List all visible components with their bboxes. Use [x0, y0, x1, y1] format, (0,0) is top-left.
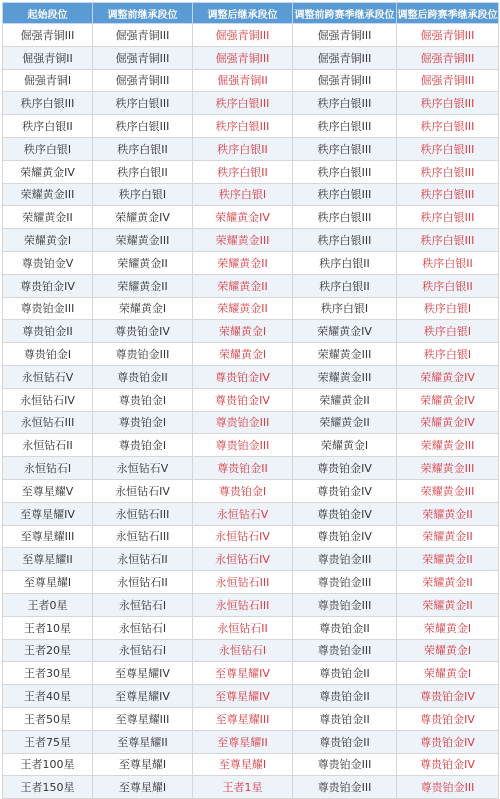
- before-inherit-cell: 永恒钻石III: [93, 525, 193, 548]
- table-row: [3, 548, 499, 571]
- start-rank-cell: 荣耀黄金II: [3, 206, 93, 229]
- table-row: [3, 137, 499, 160]
- after-inherit-cell: 永恒钻石V: [193, 502, 293, 525]
- before-cross-season-cell: 尊贵铂金II: [293, 707, 397, 730]
- start-rank-cell: 秩序白银III: [3, 92, 93, 115]
- after-inherit-cell: 至尊星耀II: [193, 730, 293, 753]
- after-inherit-cell: 至尊星耀IV: [193, 685, 293, 708]
- before-inherit-cell: 永恒钻石I: [93, 639, 193, 662]
- table-row: [3, 343, 499, 366]
- after-inherit-cell: 秩序白银III: [193, 92, 293, 115]
- after-inherit-cell: 秩序白银II: [193, 160, 293, 183]
- before-inherit-cell: 永恒钻石V: [93, 457, 193, 480]
- start-rank-cell: 至尊星耀II: [3, 548, 93, 571]
- before-cross-season-cell: 秩序白银III: [293, 92, 397, 115]
- after-cross-season-cell: 荣耀黄金III: [397, 457, 499, 480]
- table-row: [3, 92, 499, 115]
- start-rank-cell: 尊贵铂金III: [3, 297, 93, 320]
- table-row: [3, 24, 499, 47]
- start-rank-cell: 永恒钻石IV: [3, 388, 93, 411]
- start-rank-cell: 荣耀黄金I: [3, 229, 93, 252]
- after-cross-season-cell: 荣耀黄金II: [397, 525, 499, 548]
- table-body: [3, 24, 499, 799]
- table-row: [3, 160, 499, 183]
- before-cross-season-cell: 秩序白银II: [293, 274, 397, 297]
- start-rank-cell: 永恒钻石V: [3, 365, 93, 388]
- after-cross-season-cell: 荣耀黄金I: [397, 616, 499, 639]
- before-inherit-cell: 倔强青铜III: [93, 69, 193, 92]
- table-row: [3, 320, 499, 343]
- after-cross-season-cell: 秩序白银III: [397, 206, 499, 229]
- start-rank-cell: 荣耀黄金III: [3, 183, 93, 206]
- table-row: [3, 662, 499, 685]
- after-inherit-cell: 永恒钻石I: [193, 639, 293, 662]
- after-cross-season-cell: 秩序白银III: [397, 137, 499, 160]
- after-inherit-cell: 荣耀黄金III: [193, 229, 293, 252]
- before-cross-season-cell: 尊贵铂金III: [293, 571, 397, 594]
- before-cross-season-cell: 荣耀黄金IV: [293, 320, 397, 343]
- before-inherit-cell: 至尊星耀IV: [93, 662, 193, 685]
- table-row: [3, 639, 499, 662]
- before-cross-season-cell: 尊贵铂金III: [293, 593, 397, 616]
- before-inherit-cell: 秩序白银II: [93, 160, 193, 183]
- table-row: [3, 685, 499, 708]
- table-row: [3, 753, 499, 776]
- table-row: [3, 502, 499, 525]
- after-cross-season-cell: 荣耀黄金IV: [397, 411, 499, 434]
- after-cross-season-cell: 秩序白银III: [397, 229, 499, 252]
- start-rank-cell: 永恒钻石III: [3, 411, 93, 434]
- start-rank-cell: 王者30星: [3, 662, 93, 685]
- after-cross-season-cell: 秩序白银I: [397, 297, 499, 320]
- before-cross-season-cell: 荣耀黄金II: [293, 388, 397, 411]
- table-row: [3, 206, 499, 229]
- start-rank-cell: 王者0星: [3, 593, 93, 616]
- after-cross-season-cell: 尊贵铂金IV: [397, 753, 499, 776]
- after-inherit-cell: 尊贵铂金II: [193, 457, 293, 480]
- before-cross-season-cell: 尊贵铂金III: [293, 548, 397, 571]
- before-inherit-cell: 秩序白银III: [93, 115, 193, 138]
- table-row: [3, 776, 499, 799]
- start-rank-cell: 永恒钻石I: [3, 457, 93, 480]
- before-inherit-cell: 荣耀黄金III: [93, 229, 193, 252]
- before-cross-season-cell: 尊贵铂金II: [293, 616, 397, 639]
- start-rank-cell: 至尊星耀V: [3, 479, 93, 502]
- before-cross-season-cell: 尊贵铂金IV: [293, 457, 397, 480]
- start-rank-cell: 至尊星耀IV: [3, 502, 93, 525]
- header-after-cross-season: 调整后跨赛季继承段位: [397, 3, 499, 24]
- before-inherit-cell: 至尊星耀IV: [93, 685, 193, 708]
- table-row: [3, 571, 499, 594]
- header-start-rank: 起始段位: [3, 3, 93, 24]
- after-cross-season-cell: 荣耀黄金II: [397, 502, 499, 525]
- start-rank-cell: 王者75星: [3, 730, 93, 753]
- after-cross-season-cell: 荣耀黄金III: [397, 434, 499, 457]
- after-cross-season-cell: 荣耀黄金IV: [397, 388, 499, 411]
- before-inherit-cell: 永恒钻石III: [93, 502, 193, 525]
- after-inherit-cell: 至尊星耀IV: [193, 662, 293, 685]
- before-cross-season-cell: 荣耀黄金II: [293, 411, 397, 434]
- after-cross-season-cell: 荣耀黄金I: [397, 662, 499, 685]
- header-row: [3, 3, 499, 24]
- start-rank-cell: 王者50星: [3, 707, 93, 730]
- start-rank-cell: 尊贵铂金V: [3, 251, 93, 274]
- table-row: [3, 365, 499, 388]
- before-cross-season-cell: 尊贵铂金IV: [293, 502, 397, 525]
- header-after-inherit: 调整后继承段位: [193, 3, 293, 24]
- start-rank-cell: 尊贵铂金IV: [3, 274, 93, 297]
- after-inherit-cell: 尊贵铂金IV: [193, 388, 293, 411]
- start-rank-cell: 尊贵铂金II: [3, 320, 93, 343]
- after-inherit-cell: 永恒钻石IV: [193, 525, 293, 548]
- before-inherit-cell: 尊贵铂金I: [93, 388, 193, 411]
- table-row: [3, 411, 499, 434]
- before-inherit-cell: 倔强青铜III: [93, 46, 193, 69]
- after-cross-season-cell: 尊贵铂金IV: [397, 730, 499, 753]
- after-inherit-cell: 永恒钻石III: [193, 571, 293, 594]
- after-inherit-cell: 永恒钻石IV: [193, 548, 293, 571]
- after-cross-season-cell: 荣耀黄金II: [397, 593, 499, 616]
- start-rank-cell: 倔强青铜II: [3, 46, 93, 69]
- header-before-inherit: 调整前继承段位: [93, 3, 193, 24]
- before-cross-season-cell: 倔强青铜III: [293, 69, 397, 92]
- before-cross-season-cell: 秩序白银III: [293, 206, 397, 229]
- after-inherit-cell: 秩序白银III: [193, 115, 293, 138]
- before-cross-season-cell: 秩序白银II: [293, 251, 397, 274]
- after-inherit-cell: 王者1星: [193, 776, 293, 799]
- after-cross-season-cell: 尊贵铂金III: [397, 776, 499, 799]
- before-cross-season-cell: 尊贵铂金II: [293, 662, 397, 685]
- table-row: [3, 616, 499, 639]
- after-inherit-cell: 荣耀黄金II: [193, 297, 293, 320]
- table-row: [3, 251, 499, 274]
- after-inherit-cell: 秩序白银I: [193, 183, 293, 206]
- table-row: [3, 730, 499, 753]
- after-cross-season-cell: 荣耀黄金II: [397, 548, 499, 571]
- table-row: [3, 593, 499, 616]
- before-cross-season-cell: 尊贵铂金III: [293, 753, 397, 776]
- after-cross-season-cell: 荣耀黄金II: [397, 571, 499, 594]
- after-cross-season-cell: 荣耀黄金IV: [397, 365, 499, 388]
- before-inherit-cell: 至尊星耀II: [93, 730, 193, 753]
- start-rank-cell: 王者100星: [3, 753, 93, 776]
- after-inherit-cell: 尊贵铂金IV: [193, 365, 293, 388]
- after-cross-season-cell: 尊贵铂金IV: [397, 707, 499, 730]
- before-inherit-cell: 永恒钻石II: [93, 548, 193, 571]
- start-rank-cell: 荣耀黄金IV: [3, 160, 93, 183]
- before-cross-season-cell: 尊贵铂金III: [293, 776, 397, 799]
- after-inherit-cell: 永恒钻石III: [193, 593, 293, 616]
- start-rank-cell: 王者150星: [3, 776, 93, 799]
- before-cross-season-cell: 荣耀黄金III: [293, 365, 397, 388]
- start-rank-cell: 尊贵铂金I: [3, 343, 93, 366]
- after-inherit-cell: 荣耀黄金II: [193, 251, 293, 274]
- after-cross-season-cell: 荣耀黄金III: [397, 479, 499, 502]
- start-rank-cell: 至尊星耀I: [3, 571, 93, 594]
- table-row: [3, 297, 499, 320]
- table-row: [3, 707, 499, 730]
- table-row: [3, 388, 499, 411]
- before-cross-season-cell: 尊贵铂金II: [293, 730, 397, 753]
- before-cross-season-cell: 尊贵铂金III: [293, 639, 397, 662]
- table-row: [3, 525, 499, 548]
- before-inherit-cell: 倔强青铜III: [93, 24, 193, 47]
- before-inherit-cell: 荣耀黄金II: [93, 274, 193, 297]
- before-cross-season-cell: 尊贵铂金IV: [293, 479, 397, 502]
- after-inherit-cell: 至尊星耀III: [193, 707, 293, 730]
- before-cross-season-cell: 秩序白银III: [293, 160, 397, 183]
- start-rank-cell: 倔强青铜I: [3, 69, 93, 92]
- before-inherit-cell: 永恒钻石I: [93, 593, 193, 616]
- start-rank-cell: 倔强青铜III: [3, 24, 93, 47]
- after-inherit-cell: 荣耀黄金I: [193, 343, 293, 366]
- start-rank-cell: 王者20星: [3, 639, 93, 662]
- after-cross-season-cell: 秩序白银II: [397, 251, 499, 274]
- start-rank-cell: 王者40星: [3, 685, 93, 708]
- after-inherit-cell: 倔强青铜III: [193, 46, 293, 69]
- start-rank-cell: 秩序白银II: [3, 115, 93, 138]
- start-rank-cell: 秩序白银I: [3, 137, 93, 160]
- rank-inheritance-table: [2, 2, 499, 799]
- after-inherit-cell: 至尊星耀I: [193, 753, 293, 776]
- after-inherit-cell: 尊贵铂金I: [193, 479, 293, 502]
- before-inherit-cell: 荣耀黄金IV: [93, 206, 193, 229]
- after-inherit-cell: 倔强青铜III: [193, 24, 293, 47]
- after-cross-season-cell: 倔强青铜III: [397, 69, 499, 92]
- after-inherit-cell: 倔强青铜II: [193, 69, 293, 92]
- before-inherit-cell: 永恒钻石II: [93, 571, 193, 594]
- table-row: [3, 69, 499, 92]
- before-cross-season-cell: 秩序白银I: [293, 297, 397, 320]
- before-cross-season-cell: 荣耀黄金I: [293, 434, 397, 457]
- table-header: [3, 3, 499, 24]
- after-cross-season-cell: 荣耀黄金I: [397, 639, 499, 662]
- before-cross-season-cell: 尊贵铂金IV: [293, 525, 397, 548]
- after-inherit-cell: 永恒钻石II: [193, 616, 293, 639]
- after-cross-season-cell: 秩序白银III: [397, 115, 499, 138]
- table-row: [3, 274, 499, 297]
- before-cross-season-cell: 秩序白银III: [293, 115, 397, 138]
- start-rank-cell: 王者10星: [3, 616, 93, 639]
- after-cross-season-cell: 倔强青铜III: [397, 24, 499, 47]
- before-cross-season-cell: 秩序白银III: [293, 137, 397, 160]
- before-inherit-cell: 尊贵铂金IV: [93, 320, 193, 343]
- header-before-cross-season: 调整前跨赛季继承段位: [293, 3, 397, 24]
- before-inherit-cell: 永恒钻石IV: [93, 479, 193, 502]
- after-inherit-cell: 荣耀黄金I: [193, 320, 293, 343]
- table-row: [3, 115, 499, 138]
- before-inherit-cell: 荣耀黄金II: [93, 251, 193, 274]
- after-cross-season-cell: 秩序白银III: [397, 160, 499, 183]
- before-inherit-cell: 荣耀黄金I: [93, 297, 193, 320]
- before-inherit-cell: 至尊星耀I: [93, 753, 193, 776]
- table-row: [3, 229, 499, 252]
- before-cross-season-cell: 秩序白银III: [293, 229, 397, 252]
- before-inherit-cell: 秩序白银I: [93, 183, 193, 206]
- before-inherit-cell: 秩序白银II: [93, 137, 193, 160]
- before-inherit-cell: 至尊星耀I: [93, 776, 193, 799]
- after-cross-season-cell: 秩序白银II: [397, 274, 499, 297]
- table-row: [3, 46, 499, 69]
- after-cross-season-cell: 秩序白银I: [397, 343, 499, 366]
- before-cross-season-cell: 秩序白银III: [293, 183, 397, 206]
- after-inherit-cell: 尊贵铂金III: [193, 411, 293, 434]
- before-cross-season-cell: 荣耀黄金III: [293, 343, 397, 366]
- before-cross-season-cell: 尊贵铂金II: [293, 685, 397, 708]
- table-row: [3, 457, 499, 480]
- after-cross-season-cell: 秩序白银I: [397, 320, 499, 343]
- before-inherit-cell: 尊贵铂金II: [93, 365, 193, 388]
- table-row: [3, 479, 499, 502]
- after-inherit-cell: 秩序白银II: [193, 137, 293, 160]
- start-rank-cell: 永恒钻石II: [3, 434, 93, 457]
- table-row: [3, 183, 499, 206]
- before-inherit-cell: 至尊星耀III: [93, 707, 193, 730]
- after-cross-season-cell: 尊贵铂金IV: [397, 685, 499, 708]
- before-inherit-cell: 永恒钻石I: [93, 616, 193, 639]
- before-inherit-cell: 尊贵铂金I: [93, 434, 193, 457]
- after-cross-season-cell: 倔强青铜III: [397, 46, 499, 69]
- after-inherit-cell: 尊贵铂金III: [193, 434, 293, 457]
- after-inherit-cell: 荣耀黄金II: [193, 274, 293, 297]
- before-inherit-cell: 尊贵铂金III: [93, 343, 193, 366]
- table-row: [3, 434, 499, 457]
- before-cross-season-cell: 倔强青铜III: [293, 24, 397, 47]
- before-cross-season-cell: 倔强青铜III: [293, 46, 397, 69]
- before-inherit-cell: 尊贵铂金I: [93, 411, 193, 434]
- after-cross-season-cell: 秩序白银III: [397, 183, 499, 206]
- after-inherit-cell: 荣耀黄金IV: [193, 206, 293, 229]
- start-rank-cell: 至尊星耀III: [3, 525, 93, 548]
- before-inherit-cell: 秩序白银III: [93, 92, 193, 115]
- after-cross-season-cell: 秩序白银III: [397, 92, 499, 115]
